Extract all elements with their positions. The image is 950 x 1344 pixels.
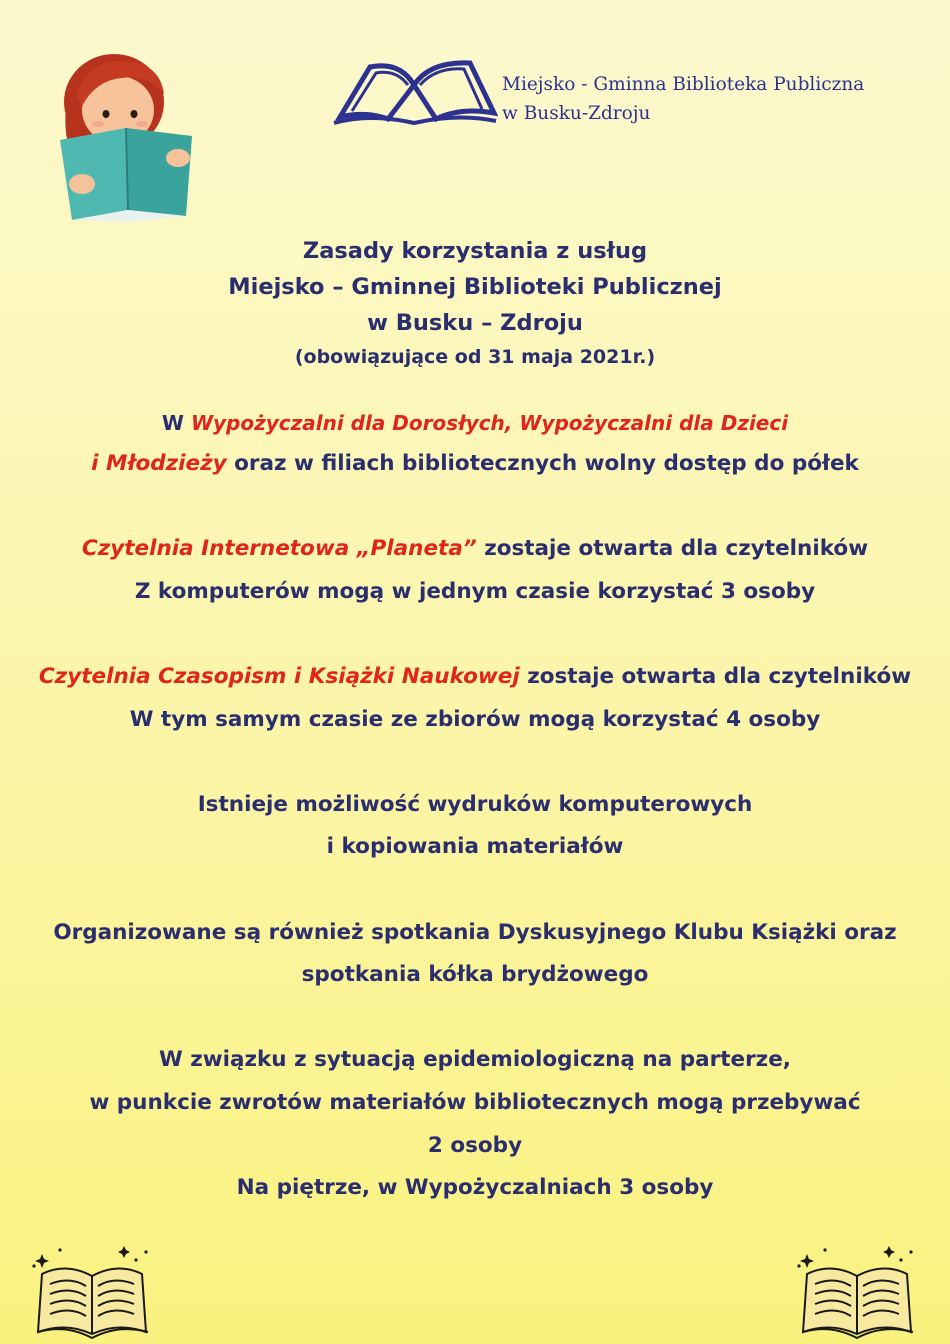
- rule-5-line-1: Organizowane są również spotkania Dyskusyjnego Klubu Książki oraz: [53, 919, 897, 945]
- rule-2-rest: zostaje otwarta dla czytelników: [476, 536, 869, 562]
- rule-4-line-2: i kopiowania materiałów: [326, 834, 624, 860]
- rule-1-prefix: W: [161, 411, 191, 435]
- rule-1-line-2: [0, 443, 950, 486]
- rule-1-highlight-2: i Młodzieży: [91, 451, 227, 476]
- rule-5-line-2: spotkania kółka brydżowego: [301, 962, 649, 988]
- rule-6-line-3: 2 osoby: [427, 1132, 523, 1158]
- spacer: [0, 741, 950, 784]
- rule-1-line-1: [0, 403, 950, 443]
- rule-3-rest: zostaje otwarta dla czytelników: [519, 663, 912, 689]
- spacer: [0, 997, 950, 1040]
- rules-list: [0, 403, 950, 1210]
- spacer: [0, 486, 950, 529]
- title-date: (obowiązujące od 31 maja 2021r.): [294, 346, 656, 368]
- rule-6-line-4: Na piętrze, w Wypożyczalniach 3 osoby: [236, 1175, 714, 1201]
- title-line-3: w Busku – Zdroju: [367, 310, 583, 336]
- open-book-sparkles-icon: [30, 1240, 155, 1340]
- rule-2-highlight: Czytelnia Internetowa „Planeta”: [81, 536, 477, 562]
- rule-1-rest: oraz w filiach bibliotecznych wolny dostęp do półek: [226, 451, 859, 476]
- rule-3-highlight: Czytelnia Czasopism i Książki Naukowej: [38, 663, 520, 689]
- library-logo-text: [502, 70, 864, 128]
- rule-2-line-2: Z komputerów mogą w jednym czasie korzystać 3 osoby: [134, 578, 816, 604]
- open-book-sparkles-icon: [795, 1240, 920, 1340]
- page-title: [0, 233, 950, 373]
- logo-line-1: Miejsko - Gminna Biblioteka Publiczna: [502, 74, 865, 95]
- title-line-1: Zasady korzystania z usług: [302, 238, 648, 264]
- logo-line-2: w Busku-Zdroju: [502, 103, 651, 124]
- girl-reading-book-icon: [52, 44, 202, 224]
- rule-1-highlight: Wypożyczalni dla Dorosłych, Wypożyczalni dla Dzieci: [190, 411, 789, 435]
- rule-4-line-1: Istnieje możliwość wydruków komputerowych: [197, 791, 753, 817]
- rule-3-line-2: W tym samym czasie ze zbiorów mogą korzystać 4 osoby: [129, 706, 821, 732]
- rule-2-line-1: [0, 528, 950, 571]
- spacer: [0, 613, 950, 656]
- rule-6-line-2: w punkcie zwrotów materiałów bibliotecznych mogą przebywać: [89, 1089, 861, 1115]
- library-open-book-logo-icon: [330, 55, 498, 125]
- rule-6-line-1: W związku z sytuacją epidemiologiczną na parterze,: [159, 1047, 791, 1073]
- rule-3-line-1: [0, 656, 950, 699]
- title-line-2: Miejsko – Gminnej Biblioteki Publicznej: [228, 274, 722, 300]
- spacer: [0, 869, 950, 912]
